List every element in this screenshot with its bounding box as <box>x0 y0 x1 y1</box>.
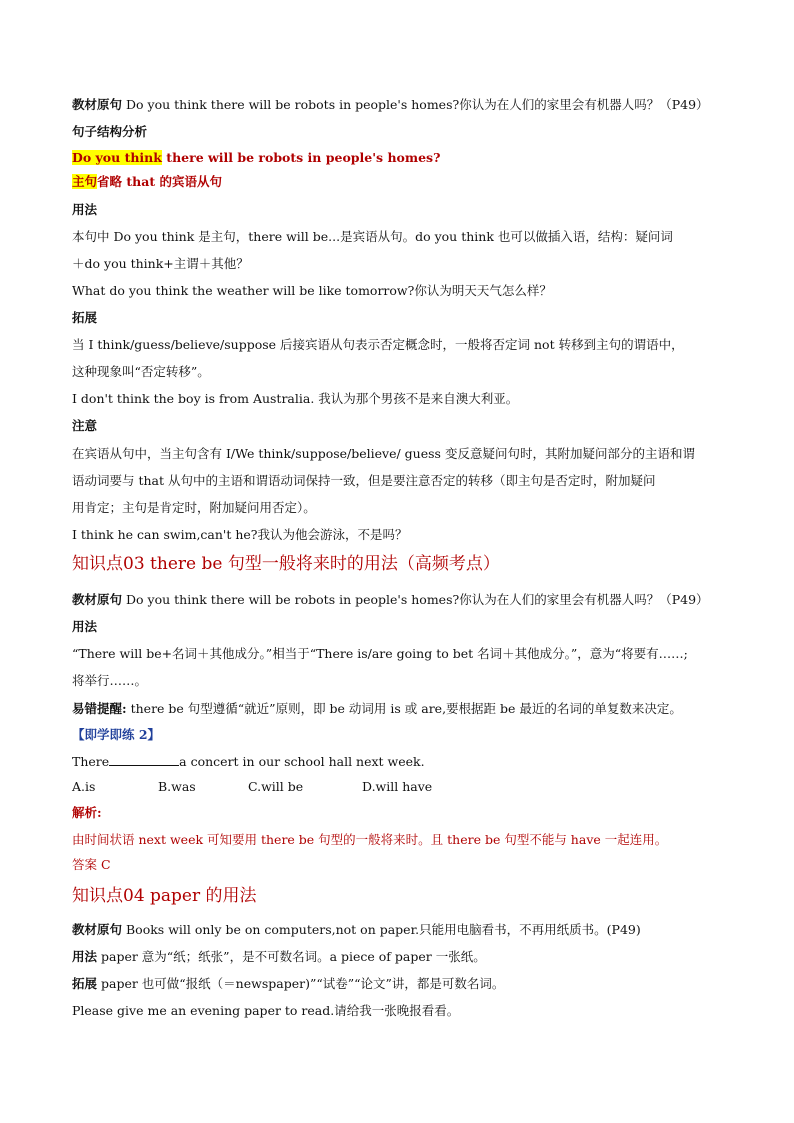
s1-label-main: 主句 <box>72 174 98 189</box>
s2-usage-line-2: 将举行……。 <box>72 673 148 688</box>
s1-structure-labels <box>72 173 222 191</box>
s2-original-label: 教材原句 <box>72 592 123 607</box>
s1-analysis-title: 句子结构分析 <box>72 124 148 139</box>
s1-usage-line-2: ＋do you think+主谓＋其他？ <box>72 256 249 271</box>
s2-answer: 答案 C <box>72 857 111 872</box>
s2-practice-label: 【即学即练 2】 <box>72 727 161 742</box>
s1-original-text: Do you think there will be robots in people's homes?你认为在人们的家里会有机器人吗？（P49） <box>122 97 709 112</box>
s1-usage-title: 用法 <box>72 202 98 217</box>
s3-heading: 知识点04 paper 的用法 <box>72 886 257 906</box>
s3-example: Please give me an evening paper to read.请给我一张晚报看看。 <box>72 1003 460 1018</box>
s1-note-line-1: 在宾语从句中，当主句含有 I/We think/suppose/believe/ guess 变反意疑问句时，其附加疑问部分的主语和谓 <box>72 446 695 461</box>
s3-original-label: 教材原句 <box>72 922 123 937</box>
s2-question-prefix: There <box>72 754 110 769</box>
s2-original-text: Do you think there will be robots in people's homes?你认为在人们的家里会有机器人吗？（P49） <box>122 592 709 607</box>
s2-original-sentence <box>72 591 709 609</box>
s3-extension-label: 拓展 <box>72 976 98 991</box>
s1-extension-line-2: 这种现象叫“否定转移”。 <box>72 364 210 379</box>
option-d: D.will have <box>362 779 433 794</box>
answer-blank <box>109 753 179 766</box>
s2-tip <box>72 700 682 718</box>
s3-usage-text: paper 意为“纸；纸张”，是不可数名词。a piece of paper 一张纸。 <box>97 949 486 964</box>
s2-usage-title: 用法 <box>72 619 98 634</box>
s2-tip-label: 易错提醒: <box>72 701 127 716</box>
s2-question <box>72 753 425 771</box>
s1-usage-line-1: 本句中 Do you think 是主句，there will be...是宾语从句。do you think 也可以做插入语，结构：疑问词 <box>72 229 673 244</box>
s2-analysis-text: 由时间状语 next week 可知要用 there be 句型的一般将来时。且 there be 句型不能与 have 一起连用。 <box>72 832 668 847</box>
s2-tip-text: there be 句型遵循“就近”原则，即 be 动词用 is 或 are,要根据距 be 最近的名词的单复数来决定。 <box>126 701 682 716</box>
s2-options <box>72 778 672 796</box>
s1-highlight-sentence <box>72 149 440 167</box>
s1-note-line-4: I think he can swim,can't he?我认为他会游泳，不是吗？ <box>72 527 408 542</box>
s3-extension <box>72 975 504 993</box>
s2-analysis-label: 解析: <box>72 805 102 820</box>
s1-note-title: 注意 <box>72 418 98 433</box>
s1-highlight-clause: there will be robots in people's homes? <box>161 150 441 165</box>
s1-note-line-3: 用肯定；主句是肯定时，附加疑问用否定）。 <box>72 500 316 515</box>
s1-extension-line-3: I don't think the boy is from Australia. 我认为那个男孩不是来自澳大利亚。 <box>72 391 519 406</box>
option-c: C.will be <box>248 779 304 794</box>
option-b: B.was <box>158 779 196 794</box>
s1-original-label: 教材原句 <box>72 97 123 112</box>
s1-original-sentence <box>72 96 709 114</box>
option-a: A.is <box>72 779 96 794</box>
s1-note-line-2: 语动词要与 that 从句中的主语和谓语动词保持一致，但是要注意否定的转移（即主句是否定时，附加疑问 <box>72 473 656 488</box>
s3-original-text: Books will only be on computers,not on paper.只能用电脑看书，不再用纸质书。(P49) <box>122 922 641 937</box>
s2-question-suffix: a concert in our school hall next week. <box>179 754 425 769</box>
s3-extension-text: paper 也可做“报纸（＝newspaper)”“试卷”“论文”讲，都是可数名词。 <box>97 976 505 991</box>
s1-extension-line-1: 当 I think/guess/believe/suppose 后接宾语从句表示否定概念时，一般将否定词 not 转移到主句的谓语中， <box>72 337 684 352</box>
s3-usage <box>72 948 486 966</box>
s3-usage-label: 用法 <box>72 949 98 964</box>
s1-usage-line-3: What do you think the weather will be like tomorrow?你认为明天天气怎么样？ <box>72 283 552 298</box>
s2-heading: 知识点03 there be 句型一般将来时的用法（高频考点） <box>72 554 500 574</box>
s1-label-clause: 省略 that 的宾语从句 <box>97 174 222 189</box>
s2-usage-line-1: “There will be+名词＋其他成分。”相当于“There is/are going to bet 名词＋其他成分。”，意为“将要有……; <box>72 646 688 661</box>
s3-original-sentence <box>72 921 641 939</box>
s1-extension-title: 拓展 <box>72 310 98 325</box>
s1-highlight-main: Do you think <box>72 150 162 165</box>
